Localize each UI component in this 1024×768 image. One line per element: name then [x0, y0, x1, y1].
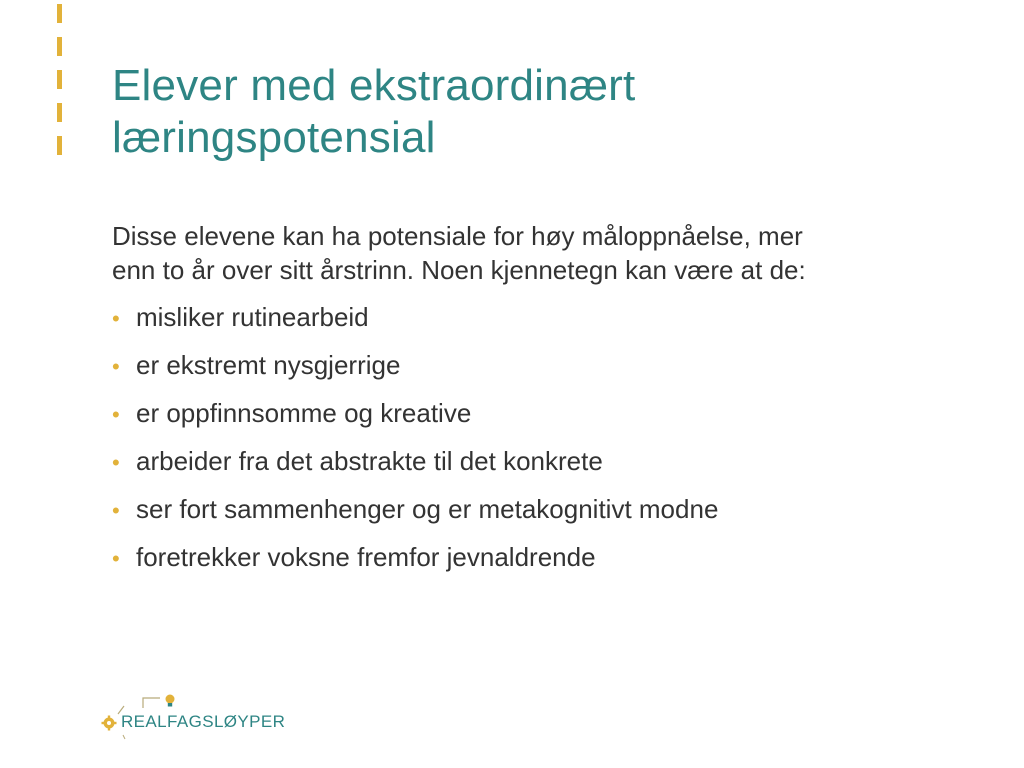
bullet-marker: •	[112, 498, 120, 523]
intro-paragraph	[112, 219, 912, 287]
logo-path-line	[143, 698, 160, 708]
logo-path-line	[123, 735, 125, 739]
bullet-marker: •	[112, 546, 120, 571]
slide-title-line: Elever med ekstraordinært	[112, 61, 636, 110]
bullet-text: ser fort sammenhenger og er metakognitivt modne	[136, 494, 719, 524]
bullet-text: arbeider fra det abstrakte til det konkrete	[136, 446, 603, 476]
bullet-text: er oppfinnsomme og kreative	[136, 398, 472, 428]
lightbulb-icon	[166, 695, 175, 707]
bullet-item	[112, 444, 718, 492]
slide-title-line: læringspotensial	[112, 113, 436, 162]
gear-icon	[102, 716, 117, 731]
bullet-marker: •	[112, 306, 120, 331]
bullet-text: misliker rutinearbeid	[136, 302, 369, 332]
bullet-text: foretrekker voksne fremfor jevnaldrende	[136, 542, 596, 572]
bullet-text: er ekstremt nysgjerrige	[136, 350, 401, 380]
bullet-item	[112, 540, 718, 588]
slide-title	[112, 60, 635, 164]
bullet-item	[112, 396, 718, 444]
bullet-marker: •	[112, 402, 120, 427]
bullet-item	[112, 300, 718, 348]
intro-line: enn to år over sitt årstrinn. Noen kjennetegn kan være at de:	[112, 255, 806, 285]
intro-line: Disse elevene kan ha potensiale for høy måloppnåelse, mer	[112, 221, 803, 251]
decorative-dashed-bar	[57, 4, 62, 164]
logo-text: REALFAGSLØYPER	[121, 712, 286, 731]
bullet-marker: •	[112, 450, 120, 475]
bullet-item	[112, 348, 718, 396]
realfagsloyper-logo	[100, 692, 286, 742]
bullet-list	[112, 300, 718, 588]
bullet-marker: •	[112, 354, 120, 379]
bullet-item	[112, 492, 718, 540]
